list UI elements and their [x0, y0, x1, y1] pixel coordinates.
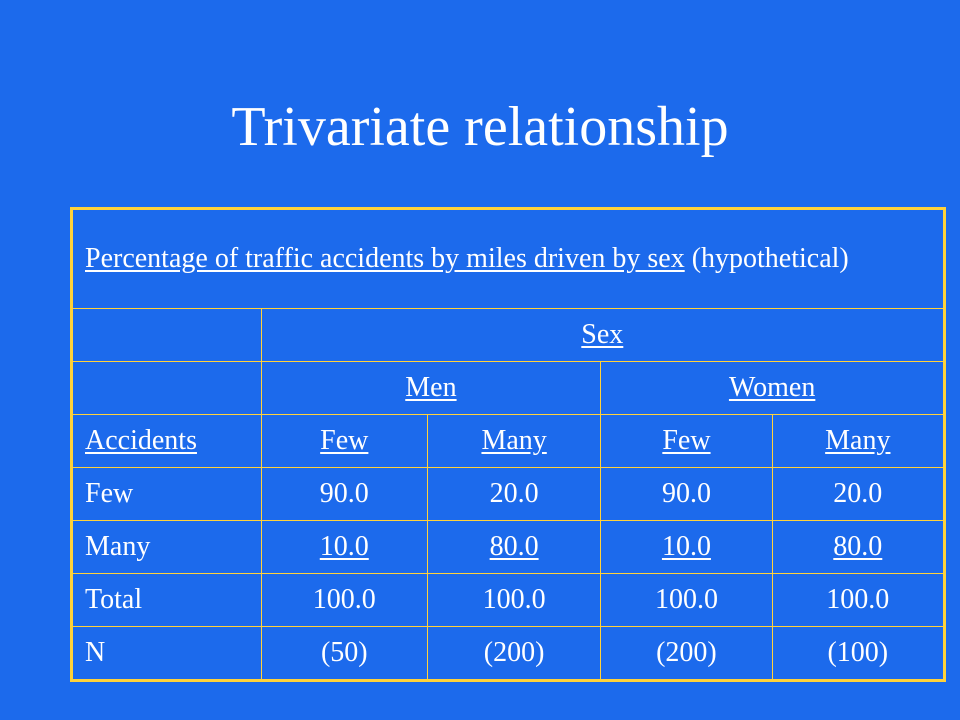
miles-column-header: Few	[261, 415, 427, 468]
empty-corner-cell	[72, 309, 262, 362]
caption-row	[72, 209, 945, 309]
table-cell: 100.0	[261, 574, 427, 627]
table-cell: 90.0	[261, 468, 427, 521]
table-cell: (200)	[601, 627, 772, 681]
table-cell: (50)	[261, 627, 427, 681]
table-caption-title: Percentage of traffic accidents by miles driven by sex	[85, 243, 685, 274]
table-cell: 100.0	[772, 574, 944, 627]
accidents-table	[70, 207, 946, 682]
row-label: Many	[72, 521, 262, 574]
row-label: Total	[72, 574, 262, 627]
table-cell: (100)	[772, 627, 944, 681]
empty-corner-cell	[72, 362, 262, 415]
sex-header-row	[72, 309, 945, 362]
table-row	[72, 574, 945, 627]
sex-group-men: Men	[261, 362, 601, 415]
table-cell: 100.0	[601, 574, 772, 627]
miles-header-row	[72, 415, 945, 468]
table-caption-note: (hypothetical)	[691, 243, 849, 274]
row-header-label: Accidents	[72, 415, 262, 468]
sex-header: Sex	[261, 309, 944, 362]
miles-column-header: Many	[772, 415, 944, 468]
table-cell: 20.0	[772, 468, 944, 521]
sex-group-women: Women	[601, 362, 945, 415]
table-cell: 20.0	[427, 468, 600, 521]
sex-groups-row	[72, 362, 945, 415]
table-row	[72, 627, 945, 681]
miles-column-header: Many	[427, 415, 600, 468]
table-cell: 100.0	[427, 574, 600, 627]
table-cell: 90.0	[601, 468, 772, 521]
table-cell: 80.0	[772, 521, 944, 574]
table-cell: 80.0	[427, 521, 600, 574]
table-row	[72, 521, 945, 574]
row-label: N	[72, 627, 262, 681]
table-caption	[72, 209, 945, 309]
table-cell: 10.0	[261, 521, 427, 574]
row-label: Few	[72, 468, 262, 521]
table-cell: 10.0	[601, 521, 772, 574]
slide-title: Trivariate relationship	[231, 96, 729, 158]
miles-column-header: Few	[601, 415, 772, 468]
table-row	[72, 468, 945, 521]
table-cell: (200)	[427, 627, 600, 681]
